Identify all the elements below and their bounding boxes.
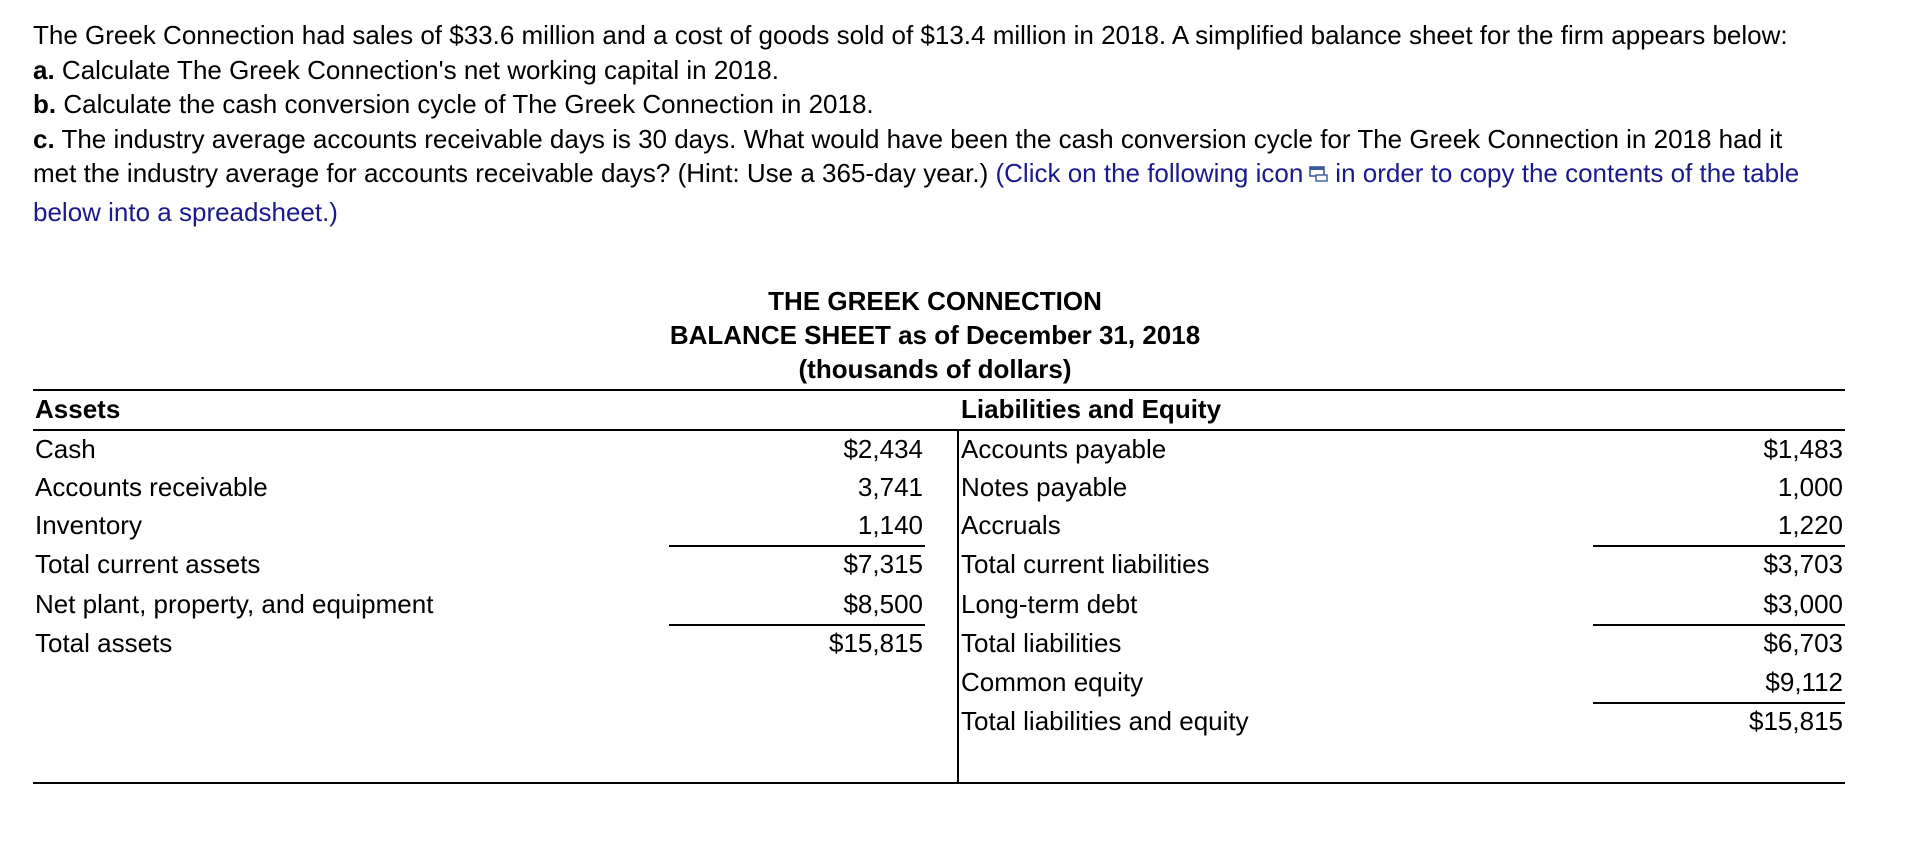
table-top-rule — [33, 389, 1845, 391]
liability-label: Total liabilities — [961, 628, 1122, 658]
asset-value: $7,315 — [843, 549, 923, 579]
liability-label: Total current liabilities — [961, 549, 1210, 579]
asset-label: Total assets — [35, 628, 173, 658]
part-b-label: b. — [33, 89, 57, 119]
header-rule — [33, 429, 1845, 431]
liability-value: $15,815 — [1749, 706, 1843, 736]
part-b-text: Calculate the cash conversion cycle of The Greek Connection in 2018. — [56, 89, 874, 119]
liab-total-rule — [1593, 624, 1845, 626]
part-c — [33, 122, 1813, 230]
liab-subtotal-rule — [1593, 545, 1845, 547]
assets-subtotal-rule — [669, 545, 925, 547]
liability-value: 1,000 — [1777, 472, 1843, 502]
asset-label: Inventory — [35, 510, 142, 540]
liability-value: $3,703 — [1763, 549, 1843, 579]
part-a-label: a. — [33, 54, 55, 85]
liability-label: Notes payable — [961, 472, 1128, 502]
asset-label: Total current assets — [35, 549, 261, 579]
liabilities-header: Liabilities and Equity — [961, 394, 1222, 424]
asset-value: $8,500 — [843, 589, 923, 619]
part-a-text: Calculate The Greek Connection's net working capital in 2018. — [54, 54, 779, 85]
liability-value: $1,483 — [1763, 434, 1843, 464]
liability-label: Accounts payable — [961, 434, 1167, 464]
part-a — [33, 53, 1813, 88]
liability-value: $3,000 — [1763, 589, 1843, 619]
part-b — [33, 87, 1813, 122]
assets-header: Assets — [35, 394, 121, 424]
liability-value: 1,220 — [1777, 510, 1843, 540]
asset-value: 3,741 — [857, 472, 923, 502]
copy-table-icon[interactable] — [1309, 156, 1329, 191]
part-c-text: The industry average accounts receivable days is 30 days. What would have been the cash conversion cycle for The Greek Connection in 2018 had it met the industry average for accounts receivable days? (Hint: Use a 365-day year.) — [33, 123, 1783, 189]
assets-total-rule — [669, 624, 925, 626]
copy-link-after[interactable]: in order to copy the contents of the table below into a spreadsheet.) — [33, 158, 1800, 227]
company-name: THE GREEK CONNECTION — [768, 286, 1102, 316]
copy-link-before[interactable]: (Click on the following icon — [995, 158, 1304, 189]
part-c-label: c. — [33, 123, 55, 154]
asset-value: 1,140 — [857, 510, 923, 540]
sheet-date: BALANCE SHEET as of December 31, 2018 — [669, 320, 1201, 350]
asset-label: Net plant, property, and equipment — [35, 589, 434, 619]
equity-rule — [1593, 702, 1845, 704]
problem-intro: The Greek Connection had sales of $33.6 million and a cost of goods sold of $13.4 million in 2018. A simplified balance sheet for the firm appears below: — [33, 20, 1788, 50]
table-bottom-rule — [33, 782, 1845, 784]
liability-label: Common equity — [961, 667, 1144, 697]
liability-value: $9,112 — [1765, 667, 1843, 697]
sheet-units: (thousands of dollars) — [798, 354, 1072, 384]
column-divider — [957, 429, 959, 782]
asset-label: Cash — [35, 434, 96, 464]
liability-label: Accruals — [961, 510, 1061, 540]
asset-label: Accounts receivable — [35, 472, 268, 502]
problem-statement — [33, 18, 1813, 229]
asset-value: $15,815 — [829, 628, 923, 658]
liability-value: $6,703 — [1763, 628, 1843, 658]
liability-label: Long-term debt — [961, 589, 1138, 619]
balance-sheet-title — [0, 284, 1870, 386]
asset-value: $2,434 — [843, 434, 923, 464]
liability-label: Total liabilities and equity — [961, 706, 1249, 736]
